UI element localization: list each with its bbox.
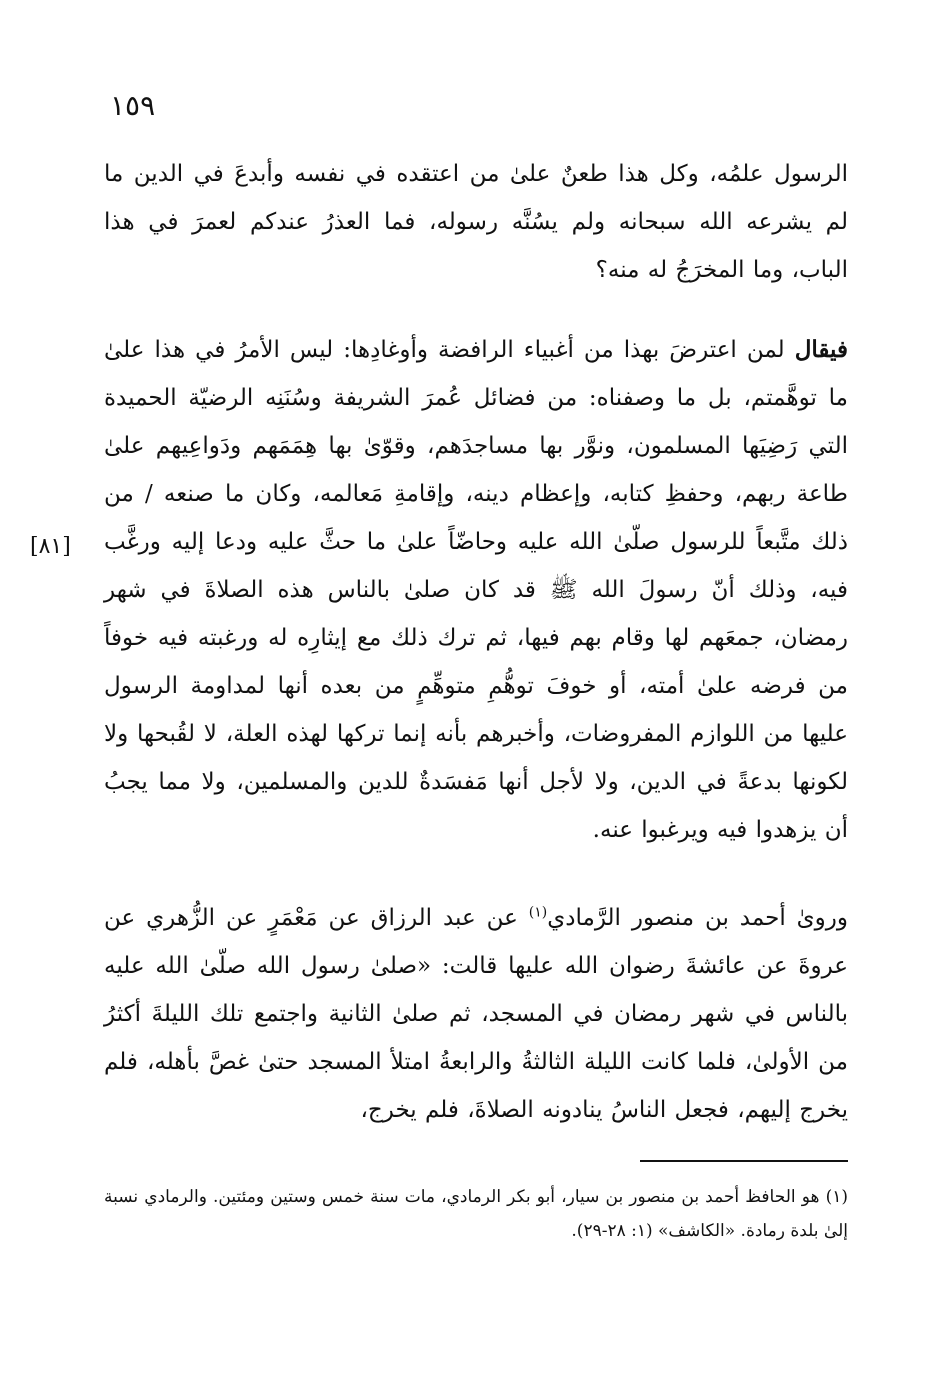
manuscript-folio-reference: [٨١] — [30, 534, 71, 559]
body-paragraph — [104, 326, 848, 854]
body-paragraph — [104, 150, 848, 294]
footnote — [104, 1180, 848, 1248]
paragraph-text: لمن اعترضَ بهذا من أغبياء الرافضة وأوغادِها: ليس الأمرُ في هذا علىٰ ما توهَّمتم، بل ما وصفناه: من فضائل عُمرَ الشريفة وسُنَنِه الرضيّة الحميدة التي رَضِيَها المسلمون، ونوَّر بها مساجدَهم، وقوّىٰ بها هِمَمَهم ودَواعِيهم علىٰ طاعة ربهم، وحفظِ كتابه، وإعظام دينه، وإقامةِ مَعالمه، وكان ما صنعه / من ذلك متَّبعاً للرسول صلّىٰ الله عليه وحاضّاً علىٰ ما حثَّ عليه ودعا إليه ورغَّب فيه، وذلك أنّ رسولَ الله ﷺ قد كان صلىٰ بالناس هذه الصلاةَ في شهر رمضان، جمعَهم لها وقام بهم فيها، ثم ترك ذلك مع إيثارِه له ورغبته فيه خوفاً من فرضه علىٰ أمته، أو خوفَ توهُّمِ متوهِّمٍ من بعده أنها لمداومة الرسول عليها من اللوازم المفروضات، وأخبرهم بأنه إنما تركها لهذه العلة، لا لقُبحها ولا لكونها بدعةً في الدين، ولا لأجل أنها مَفسَدةٌ للدين والمسلمين، ولا مما يجبُ أن يزهدوا فيه ويرغبوا عنه. — [104, 337, 848, 843]
footnote-marker: (١) — [528, 904, 548, 921]
paragraph-lead-word: فيقال — [794, 336, 848, 363]
page-number: ١٥٩ — [110, 89, 156, 122]
footnote-divider — [640, 1160, 848, 1162]
footnote-text: (١) هو الحافظ أحمد بن منصور بن سيار، أبو بكر الرمادي، مات سنة خمس وستين ومئتين. والرمادي نسبة إلىٰ بلدة رمادة. «الكاشف» (١: ٢٨-٢٩). — [104, 1187, 848, 1241]
paragraph-text: الرسول علمُه، وكل هذا طعنٌ علىٰ من اعتقده في نفسه وأبدعَ في الدين ما لم يشرعه الله سبحانه ولم يسُنَّه رسوله، فما العذرُ عندكم لعمرَ في هذا الباب، وما المخرَجُ له منه؟ — [104, 161, 848, 283]
paragraph-text: وروىٰ أحمد بن منصور الرَّمادي — [547, 905, 848, 931]
paragraph-text: عن عبد الرزاق عن مَعْمَرٍ عن الزُّهري عن عروةَ عن عائشةَ رضوان الله عليها قالت: «صلىٰ رسول الله صلّىٰ الله عليه بالناس في شهر رمضان في المسجد، ثم صلىٰ الثانية واجتمع تلك الليلةَ أكثرُ من الأولىٰ، فلما كانت الليلة الثالثةُ والرابعةُ امتلأ المسجد حتىٰ غصَّ بأهله، فلم يخرج إليهم، فجعل الناسُ ينادونه الصلاةَ، فلم يخرج، — [104, 905, 848, 1123]
body-paragraph — [104, 894, 848, 1134]
